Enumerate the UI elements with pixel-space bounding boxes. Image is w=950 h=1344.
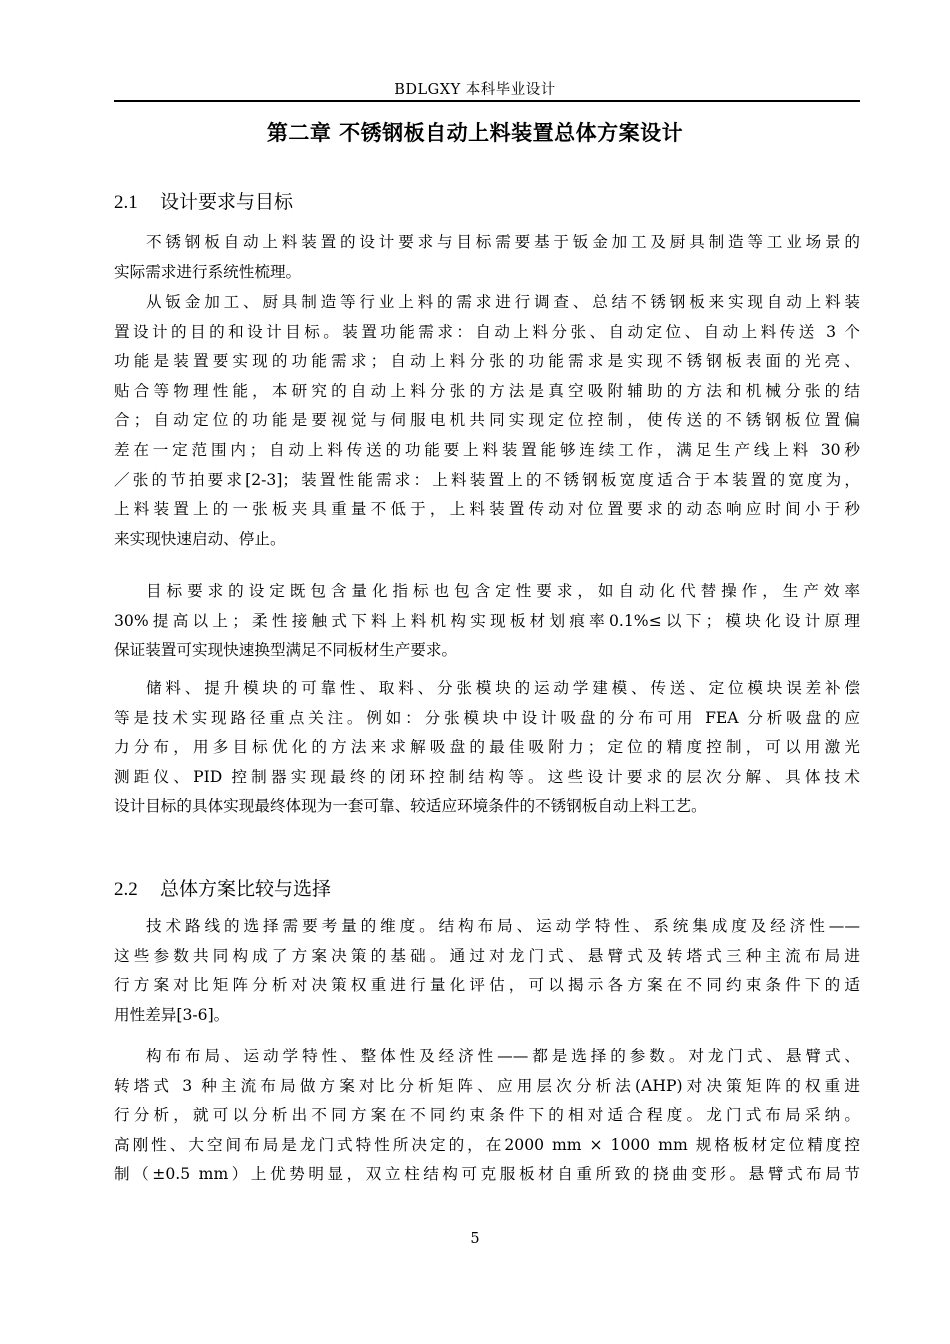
text-line: 储料、提升模块的可靠性、取料、分张模块的运动学建模、传送、定位模块误差补偿 [146,679,860,697]
text-line: 实际需求进行系统性梳理。 [114,262,302,281]
text-line: 行分析，就可以分析出不同方案在不同约束条件下的相对适合程度。龙门式布局采纳。 [114,1106,860,1125]
text-line: ／张的节拍要求[2-3]；装置性能需求：上料装置上的不锈钢板宽度适合于本装置的宽度为， [114,470,860,489]
text-line: 力分布，用多目标优化的方法来求解吸盘的最佳吸附力；定位的精度控制，可以用激光 [114,738,860,757]
text-line: 用性差异[3-6]。 [114,1005,230,1024]
section-heading-2-1 [114,187,293,214]
text-line: 制（±0.5 mm）上优势明显，双立柱结构可克服板材自重所致的挠曲变形。悬臂式布局节 [114,1165,860,1184]
text-line: 设计目标的具体实现最终体现为一套可靠、较适应环境条件的不锈钢板自动上料工艺。 [114,797,707,816]
section-number: 2.2 [114,879,138,900]
text-line: 30%提高以上；柔性接触式下料上料机构实现板材划痕率0.1%≤以下；模块化设计原理 [114,611,860,630]
paragraph [114,912,860,1030]
text-line: 合；自动定位的功能是要视觉与伺服电机共同实现定位控制，使传送的不锈钢板位置偏 [114,411,860,430]
text-line: 来实现快速启动、停止。 [114,529,286,548]
text-line: 这些参数共同构成了方案决策的基础。通过对龙门式、悬臂式及转塔式三种主流布局进 [114,946,860,965]
text-line: 测距仪、PID 控制器实现最终的闭环控制结构等。这些设计要求的层次分解、具体技术 [114,767,860,786]
section-heading-2-2 [114,874,331,901]
text-line: 技术路线的选择需要考量的维度。结构布局、运动学特性、系统集成度及经济性—— [146,917,860,935]
paragraph [114,674,860,822]
text-line: 差在一定范围内；自动上料传送的功能要上料装置能够连续工作，满足生产线上料 30秒 [114,440,860,459]
paragraph [114,577,860,666]
paragraph [114,288,860,554]
paragraph [114,1042,860,1190]
text-line: 功能是装置要实现的功能需求；自动上料分张的功能需求是实现不锈钢板表面的光亮、 [114,352,860,371]
running-header: BDLGXY 本科毕业设计 [394,82,556,98]
text-line: 等是技术实现路径重点关注。例如：分张模块中设计吸盘的分布可用 FEA 分析吸盘的应 [114,708,860,727]
chapter-title: 第二章 不锈钢板自动上料装置总体方案设计 [266,121,684,145]
text-line: 行方案对比矩阵分析对决策权重进行量化评估，可以揭示各方案在不同约束条件下的适 [114,976,860,995]
page-number: 5 [470,1231,480,1247]
section-title: 设计要求与目标 [160,191,294,213]
header-rule [114,100,860,102]
text-line: 不锈钢板自动上料装置的设计要求与目标需要基于钣金加工及厨具制造等工业场景的 [146,233,860,251]
text-line: 贴合等物理性能，本研究的自动上料分张的方法是真空吸附辅助的方法和机械分张的结 [114,381,860,400]
text-line: 转塔式 3 种主流布局做方案对比分析矩阵、应用层次分析法(AHP)对决策矩阵的权重进 [114,1076,860,1095]
text-line: 上料装置上的一张板夹具重量不低于，上料装置传动对位置要求的动态响应时间小于秒 [114,500,860,519]
text-line: 置设计的目的和设计目标。装置功能需求：自动上料分张、自动定位、自动上料传送 3 个 [114,322,860,341]
section-number: 2.1 [114,192,138,213]
text-line: 高刚性、大空间布局是龙门式特性所决定的，在2000 mm × 1000 mm 规格板材定位精度控 [114,1135,860,1154]
text-line: 从钣金加工、厨具制造等行业上料的需求进行调查、总结不锈钢板来实现自动上料装 [146,293,860,311]
text-line: 目标要求的设定既包含量化指标也包含定性要求，如自动化代替操作，生产效率 [146,582,860,600]
section-title: 总体方案比较与选择 [160,878,332,900]
text-line: 保证装置可实现快速换型满足不同板材生产要求。 [114,641,458,660]
paragraph [114,228,860,287]
text-line: 构布布局、运动学特性、整体性及经济性——都是选择的参数。对龙门式、悬臂式、 [146,1047,860,1065]
